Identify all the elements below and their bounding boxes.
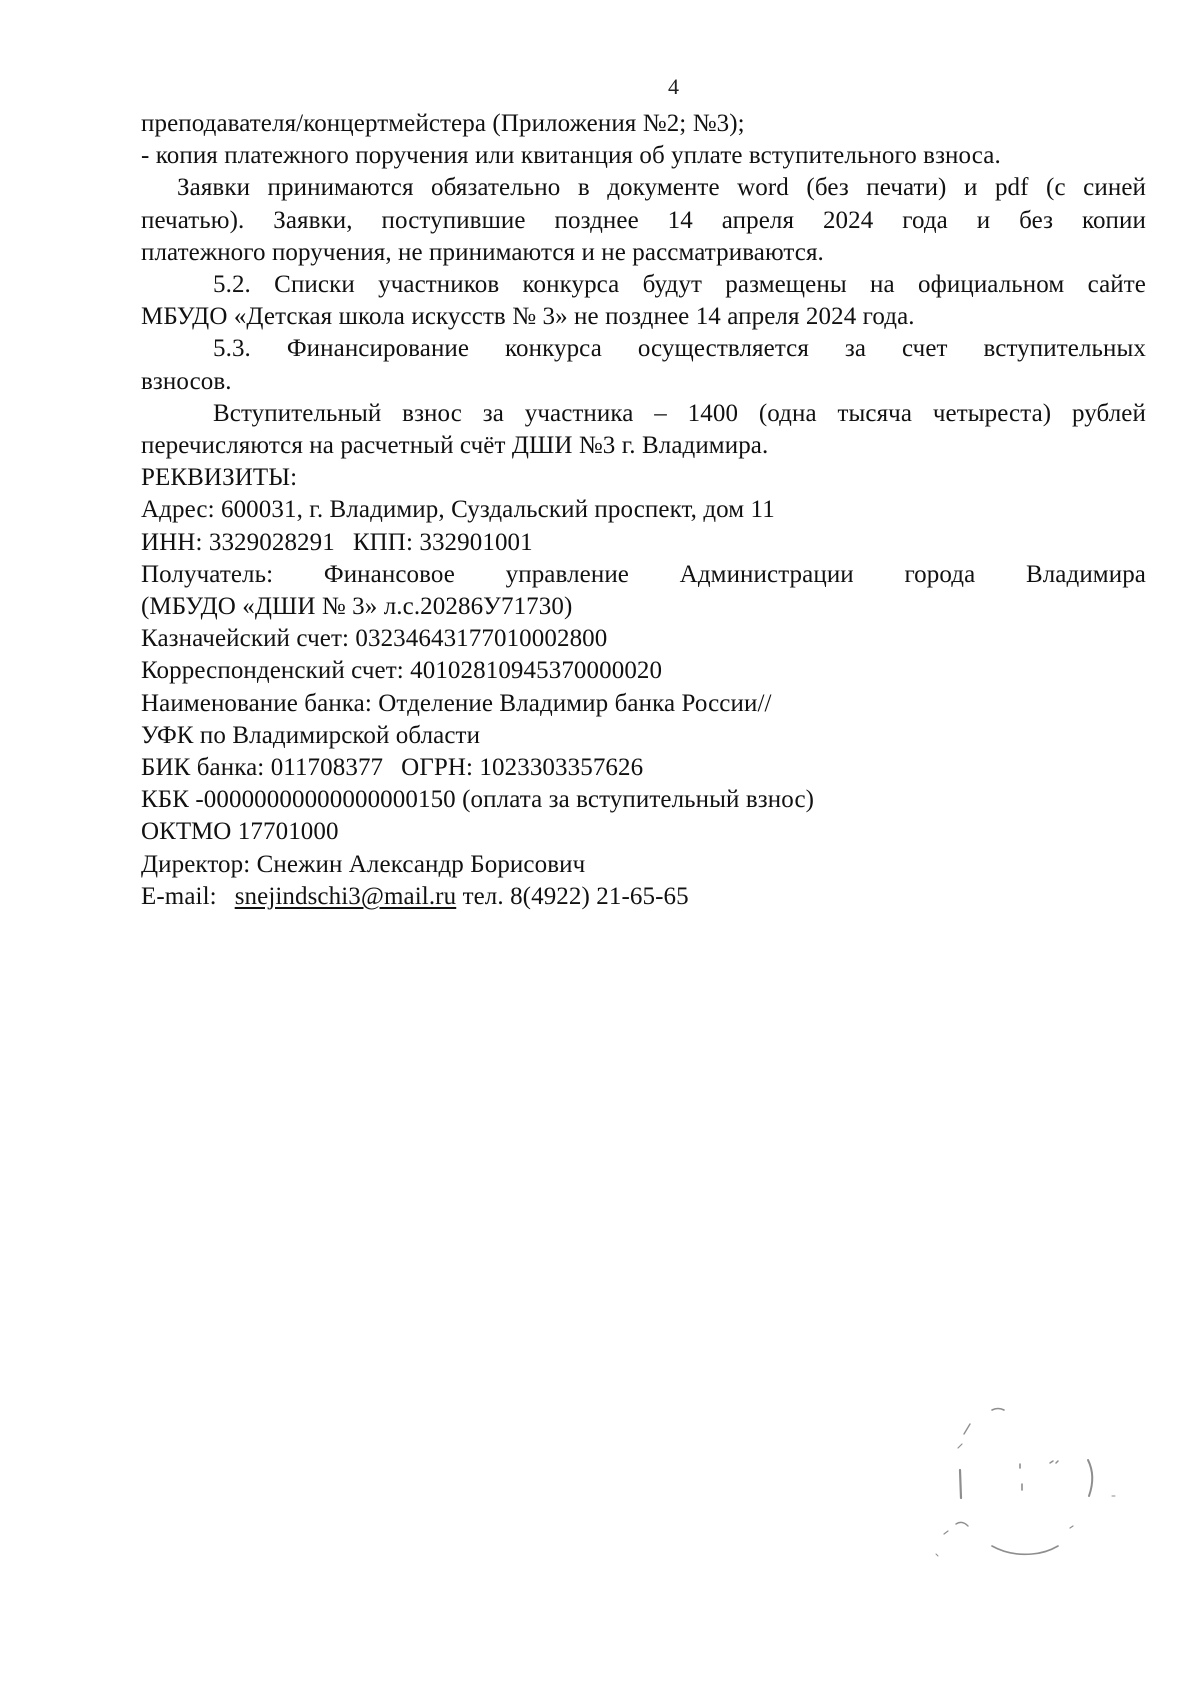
requisites-ogrn: ОГРН: 1023303357626 <box>401 754 644 782</box>
page-number: 4 <box>668 74 679 99</box>
email-link[interactable]: snejindschi3@mail.ru <box>234 882 457 910</box>
requisites-correspondent-account: Корреспонденский счет: 40102810945370000020 <box>141 657 663 685</box>
requisites-kbk: КБК -00000000000000000150 (оплата за вступительный взнос) <box>141 786 815 814</box>
email-label: E-mail: <box>141 882 217 910</box>
requisites-director: Директор: Снежин Александр Борисович <box>141 850 586 878</box>
requisites-bank-branch: УФК по Владимирской области <box>141 721 481 749</box>
body-line: преподавателя/концертмейстера (Приложения №2; №3); <box>141 110 745 137</box>
requisites-address: Адрес: 600031, г. Владимир, Суздальский проспект, дом 11 <box>141 496 775 524</box>
requisites-bank-name: Наименование банка: Отделение Владимир банка России// <box>141 689 772 717</box>
requisites-bik: БИК банка: 011708377 <box>141 754 384 782</box>
requisites-oktmo: ОКТМО 17701000 <box>141 818 339 846</box>
requisites-kpp: КПП: 332901001 <box>352 528 533 556</box>
requisites-inn-kpp <box>141 527 1146 559</box>
body-line: платежного поручения, не принимаются и не рассматриваются. <box>141 238 824 266</box>
requisites-bik-ogrn <box>141 752 1146 784</box>
body-line: Заявки принимаются обязательно в документе word (без печати) и pdf (с синей <box>177 174 1146 202</box>
requisites-recipient-account: (МБУДО «ДШИ № 3» л.с.20286У71730) <box>141 593 573 621</box>
body-line: МБУДО «Детская школа искусств № 3» не позднее 14 апреля 2024 года. <box>141 303 915 331</box>
body-line: перечисляются на расчетный счёт ДШИ №3 г. Владимира. <box>141 432 769 460</box>
faint-stamp-mark <box>900 1400 1140 1570</box>
requisites-recipient: Получатель: Финансовое управление Администрации города Владимира <box>141 560 1146 588</box>
requisites-treasury-account: Казначейский счет: 03234643177010002800 <box>141 625 608 653</box>
phone-number: тел. 8(4922) 21-65-65 <box>462 882 689 910</box>
body-line: печатью). Заявки, поступившие позднее 14 апреля 2024 года и без копии <box>141 206 1146 234</box>
requisites-inn: ИНН: 3329028291 <box>141 528 335 556</box>
document-body <box>141 108 1146 913</box>
body-line: взносов. <box>141 367 232 395</box>
requisites-heading: РЕКВИЗИТЫ: <box>141 464 298 492</box>
body-line: - копия платежного поручения или квитанция об уплате вступительного взноса. <box>141 142 1001 170</box>
body-line: 5.2. Списки участников конкурса будут размещены на официальном сайте <box>213 271 1146 299</box>
body-line: Вступительный взнос за участника – 1400 (одна тысяча четыреста) рублей <box>213 399 1146 427</box>
body-line: 5.3. Финансирование конкурса осуществляется за счет вступительных <box>213 335 1146 363</box>
requisites-contacts <box>141 881 1146 913</box>
